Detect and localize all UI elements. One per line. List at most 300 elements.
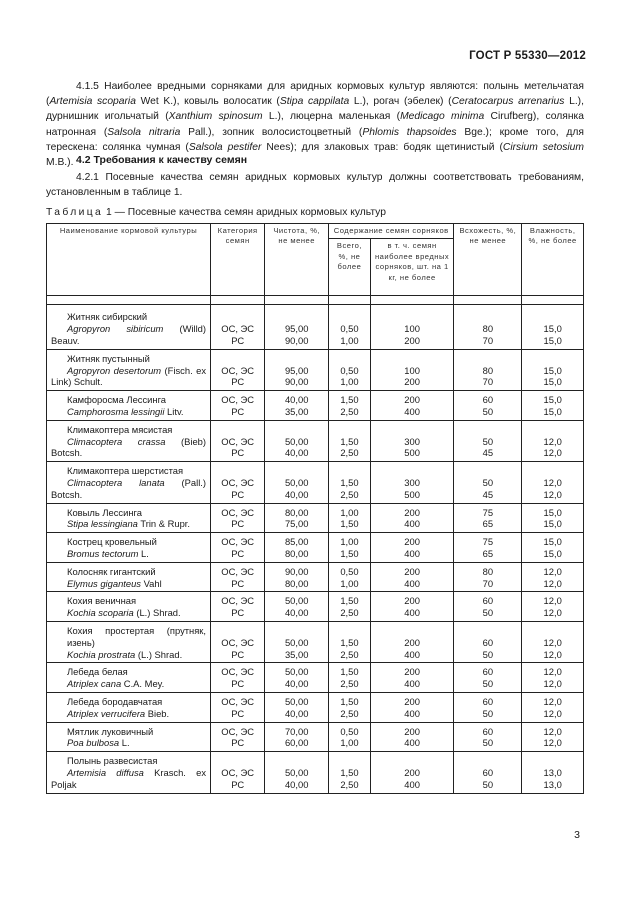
category-cell (211, 349, 265, 390)
moisture-value: 12,0 (543, 488, 562, 500)
germination-value: 60 (482, 595, 494, 607)
crop-latin-line (51, 406, 206, 418)
crop-name-cell (47, 305, 211, 349)
germination-cell (454, 722, 522, 752)
weeds-total-cell (329, 752, 371, 793)
purity-cell (265, 592, 329, 622)
category-value: РС (231, 405, 245, 417)
germination-value: 60 (482, 725, 494, 737)
page-number: 3 (574, 829, 580, 841)
crop-author: (L.) Shrad. (135, 648, 183, 660)
weeds-harmful-value: 200 (404, 766, 420, 778)
category-value: ОС, ЭС (221, 565, 255, 577)
category-cell (211, 420, 265, 461)
category-value: ОС, ЭС (221, 506, 255, 518)
category-value: ОС, ЭС (221, 666, 255, 678)
moisture-value: 15,0 (543, 547, 562, 559)
germination-cell (454, 420, 522, 461)
weeds-harmful-value: 400 (404, 518, 420, 530)
weeds-total-cell (329, 533, 371, 563)
weeds-harmful-value: 400 (404, 405, 420, 417)
moisture-cell (522, 391, 584, 421)
weeds-harmful-cell (370, 349, 454, 390)
weeds-total-cell (329, 621, 371, 662)
crop-russian-name: Житняк пустынный (67, 352, 150, 364)
weeds-total-value: 1,50 (340, 394, 359, 406)
header-purity: Чистота, %, не менее (265, 224, 329, 296)
crop-russian-name: Лебеда белая (67, 666, 128, 678)
moisture-cell (522, 663, 584, 693)
crop-russian-name: Климакоптера мясистая (67, 423, 173, 435)
crop-russian-name: Кохия веничная (67, 595, 137, 607)
moisture-value: 15,0 (543, 376, 562, 388)
moisture-value: 12,0 (543, 707, 562, 719)
category-cell (211, 752, 265, 793)
crop-russian-name: Колосняк гигантский (67, 565, 156, 577)
weeds-harmful-value: 200 (404, 666, 420, 678)
crop-latin-line (51, 678, 206, 690)
moisture-value: 12,0 (543, 636, 562, 648)
purity-value: 50,00 (284, 636, 309, 648)
weeds-total-value: 1,50 (340, 666, 359, 678)
crop-latin-line (51, 323, 206, 347)
weeds-total-value: 2,50 (340, 707, 359, 719)
weeds-total-value: 2,50 (340, 778, 359, 790)
germination-cell (454, 752, 522, 793)
table-row (47, 391, 584, 421)
weeds-total-value: 1,50 (340, 435, 359, 447)
germination-value: 60 (482, 394, 494, 406)
germination-cell (454, 533, 522, 563)
latin-name: Phlomis thapsoides (362, 126, 457, 138)
table-row (47, 462, 584, 503)
moisture-cell (522, 503, 584, 533)
table-row (47, 592, 584, 622)
seed-quality-table (46, 223, 584, 794)
crop-latin-name: Atriplex cana (67, 678, 122, 690)
weeds-total-value: 2,50 (340, 648, 359, 660)
germination-value: 50 (482, 435, 494, 447)
moisture-cell (522, 533, 584, 563)
table-row (47, 503, 584, 533)
germination-value: 50 (482, 778, 494, 790)
crop-author: Trin & Rupr. (137, 518, 190, 530)
weeds-total-value: 1,50 (340, 547, 359, 559)
germination-value: 50 (482, 405, 494, 417)
crop-author: Bieb. (145, 707, 170, 719)
weeds-total-value: 1,50 (340, 695, 359, 707)
crop-name-cell (47, 503, 211, 533)
crop-name-cell (47, 391, 211, 421)
germination-value: 50 (482, 648, 494, 660)
purity-cell (265, 722, 329, 752)
weeds-total-value: 1,50 (340, 518, 359, 530)
purity-value: 40,00 (284, 394, 309, 406)
category-value: ОС, ЭС (221, 695, 255, 707)
germination-value: 70 (482, 577, 494, 589)
header-name: Наименование кормовой культуры (47, 224, 211, 296)
crop-author: Krasch. ex Poljak (51, 766, 207, 790)
crop-latin-line (51, 548, 206, 560)
purity-value: 60,00 (284, 737, 309, 749)
purity-value: 50,00 (284, 695, 309, 707)
purity-cell (265, 503, 329, 533)
weeds-harmful-value: 400 (404, 547, 420, 559)
standard-number: ГОСТ Р 55330—2012 (469, 50, 586, 62)
purity-cell (265, 562, 329, 592)
crop-russian-name: Камфоросма Лессинга (67, 394, 167, 406)
purity-value: 80,00 (284, 547, 309, 559)
crop-latin-line (51, 649, 206, 661)
crop-russian-name: Лебеда бородавчатая (67, 695, 163, 707)
category-value: ОС, ЭС (221, 435, 255, 447)
paragraph-text: Bge.); кроме того, для терескена: солянка чумная ( (46, 126, 585, 153)
section-title: 4.2 Требования к качеству семян (76, 154, 248, 166)
weeds-harmful-cell (370, 462, 454, 503)
category-value: ОС, ЭС (221, 595, 255, 607)
germination-value: 45 (482, 488, 494, 500)
weeds-harmful-cell (370, 621, 454, 662)
moisture-value: 12,0 (543, 666, 562, 678)
header-weeds-harmful: в т. ч. семян наиболее вредных сорняков, шт. на 1 кг, не более (370, 239, 454, 296)
crop-russian-name: Полынь развесистая (67, 755, 158, 767)
crop-latin-line (51, 436, 206, 460)
header-germination: Всхожесть, %, не менее (454, 224, 522, 296)
moisture-value: 15,0 (543, 536, 562, 548)
germination-value: 50 (482, 607, 494, 619)
germination-value: 50 (482, 476, 494, 488)
latin-name: Salsola pestifer (188, 141, 262, 153)
purity-value: 50,00 (284, 435, 309, 447)
germination-value: 70 (482, 376, 494, 388)
purity-cell (265, 692, 329, 722)
purity-value: 40,00 (284, 447, 309, 459)
moisture-cell (522, 722, 584, 752)
purity-value: 90,00 (284, 335, 309, 346)
category-cell (211, 621, 265, 662)
category-value: РС (231, 707, 245, 719)
moisture-value: 12,0 (543, 595, 562, 607)
category-cell (211, 722, 265, 752)
moisture-value: 12,0 (543, 577, 562, 589)
purity-value: 40,00 (284, 678, 309, 690)
paragraph-text: L.), люцерна маленькая ( (262, 111, 401, 123)
weeds-harmful-cell (370, 722, 454, 752)
germination-value: 80 (482, 565, 494, 577)
table-row (47, 533, 584, 563)
weeds-harmful-value: 200 (404, 536, 420, 548)
moisture-value: 12,0 (543, 695, 562, 707)
crop-russian-name: Климакоптера шерстистая (67, 465, 184, 477)
category-value: ОС, ЭС (221, 394, 255, 406)
crop-russian-name: Житняк сибирский (67, 311, 148, 323)
purity-value: 95,00 (284, 364, 309, 376)
table-row (47, 562, 584, 592)
latin-name: Xanthium spinosum (168, 111, 263, 123)
weeds-total-cell (329, 305, 371, 349)
germination-cell (454, 592, 522, 622)
moisture-cell (522, 305, 584, 349)
category-cell (211, 503, 265, 533)
crop-latin-line (51, 518, 206, 530)
table-row (47, 752, 584, 793)
weeds-total-cell (329, 692, 371, 722)
weeds-harmful-cell (370, 503, 454, 533)
moisture-cell (522, 752, 584, 793)
crop-name-cell (47, 562, 211, 592)
crop-author: (Fisch. ex Link) Schult. (51, 364, 207, 388)
moisture-value: 12,0 (543, 476, 562, 488)
table-row (47, 420, 584, 461)
purity-value: 40,00 (284, 778, 309, 790)
category-cell (211, 533, 265, 563)
germination-cell (454, 663, 522, 693)
crop-latin-name: Bromus tectorum (67, 547, 139, 559)
germination-value: 65 (482, 547, 494, 559)
crop-latin-line (51, 708, 206, 720)
weeds-harmful-value: 200 (404, 725, 420, 737)
purity-value: 40,00 (284, 607, 309, 619)
weeds-total-cell (329, 462, 371, 503)
weeds-total-cell (329, 562, 371, 592)
moisture-cell (522, 562, 584, 592)
germination-value: 60 (482, 695, 494, 707)
table-caption-text: 1 — Посевные качества семян аридных кормовых культур (103, 207, 386, 218)
purity-value: 90,00 (284, 376, 309, 388)
category-value: РС (231, 376, 245, 388)
weeds-harmful-value: 400 (404, 577, 420, 589)
weeds-harmful-value: 200 (404, 506, 420, 518)
crop-author: (Bieb) Botcsh. (51, 435, 207, 459)
crop-latin-name: Camphorosma lessingii (67, 405, 165, 417)
purity-cell (265, 420, 329, 461)
category-cell (211, 462, 265, 503)
weeds-harmful-cell (370, 663, 454, 693)
weeds-harmful-cell (370, 692, 454, 722)
category-cell (211, 692, 265, 722)
weeds-total-value: 1,00 (340, 376, 359, 388)
crop-latin-name: Kochia scoparia (67, 607, 134, 619)
moisture-value: 15,0 (543, 335, 562, 346)
category-value: ОС, ЭС (221, 364, 255, 376)
crop-russian-name: Мятлик луковичный (67, 725, 154, 737)
purity-value: 80,00 (284, 506, 309, 518)
germination-value: 50 (482, 737, 494, 749)
crop-latin-name: Artemisia diffusa (67, 766, 144, 778)
latin-name: Cirsium setosium (502, 141, 584, 153)
crop-latin-line (51, 607, 206, 619)
crop-latin-name: Elymus giganteus (67, 577, 141, 589)
weeds-total-value: 0,50 (340, 364, 359, 376)
moisture-value: 13,0 (543, 778, 562, 790)
weeds-harmful-value: 500 (404, 488, 420, 500)
table-body (47, 296, 584, 793)
weeds-total-cell (329, 722, 371, 752)
crop-author: (Willd) Beauv. (51, 323, 207, 346)
weeds-total-value: 0,50 (340, 323, 359, 335)
purity-value: 80,00 (284, 577, 309, 589)
crop-latin-name: Kochia prostrata (67, 648, 136, 660)
category-value: РС (231, 547, 245, 559)
category-value: РС (231, 607, 245, 619)
crop-name-cell (47, 621, 211, 662)
weeds-total-cell (329, 503, 371, 533)
crop-russian-name: Ковыль Лессинга (67, 506, 142, 518)
weeds-harmful-value: 200 (404, 376, 420, 388)
purity-cell (265, 663, 329, 693)
category-cell (211, 663, 265, 693)
crop-russian-name: Кострец кровельный (67, 536, 157, 548)
crop-latin-name: Climacoptera lanata (67, 476, 165, 488)
crop-latin-name: Stipa lessingiana (67, 518, 138, 530)
weeds-harmful-cell (370, 752, 454, 793)
purity-value: 50,00 (284, 666, 309, 678)
weeds-total-value: 2,50 (340, 405, 359, 417)
weeds-harmful-cell (370, 533, 454, 563)
crop-name-cell (47, 462, 211, 503)
germination-cell (454, 462, 522, 503)
table-row (47, 621, 584, 662)
weeds-harmful-value: 200 (404, 595, 420, 607)
moisture-value: 15,0 (543, 394, 562, 406)
category-value: РС (231, 737, 245, 749)
table-header-row (47, 224, 584, 239)
category-value: ОС, ЭС (221, 476, 255, 488)
crop-latin-line (51, 737, 206, 749)
germination-cell (454, 349, 522, 390)
table-row (47, 305, 584, 349)
weeds-harmful-value: 200 (404, 695, 420, 707)
crop-latin-name: Climacoptera crassa (67, 435, 166, 447)
category-value: РС (231, 447, 245, 459)
germination-value: 60 (482, 766, 494, 778)
latin-name: Artemisia scoparia (49, 96, 136, 108)
paragraph-text: M.B.). (46, 157, 74, 169)
category-value: РС (231, 518, 245, 530)
weeds-harmful-cell (370, 592, 454, 622)
germination-value: 75 (482, 506, 494, 518)
category-value: РС (231, 648, 245, 660)
purity-cell (265, 305, 329, 349)
paragraph-text: 4.1.5 Наиболее вредными сорняками для аридных кормовых культур являются: полынь метельчатая ( (46, 81, 584, 108)
weeds-harmful-value: 400 (404, 607, 420, 619)
weeds-harmful-value: 400 (404, 707, 420, 719)
weeds-total-value: 1,00 (340, 536, 359, 548)
crop-latin-name: Poa bulbosa (67, 737, 120, 749)
crop-author: L. (138, 547, 149, 559)
moisture-value: 15,0 (543, 405, 562, 417)
table-row (47, 349, 584, 390)
weeds-total-value: 1,50 (340, 595, 359, 607)
crop-name-cell (47, 663, 211, 693)
germination-cell (454, 692, 522, 722)
germination-value: 60 (482, 666, 494, 678)
crop-latin-line (51, 578, 206, 590)
category-value: ОС, ЭС (221, 536, 255, 548)
crop-name-cell (47, 752, 211, 793)
moisture-value: 15,0 (543, 323, 562, 335)
germination-cell (454, 503, 522, 533)
weeds-harmful-cell (370, 420, 454, 461)
weeds-harmful-value: 500 (404, 447, 420, 459)
moisture-value: 15,0 (543, 364, 562, 376)
crop-author: C.A. Mey. (121, 678, 165, 690)
crop-latin-name: Agropyron sibiricum (67, 323, 164, 335)
table-caption (46, 207, 386, 218)
moisture-value: 12,0 (543, 678, 562, 690)
purity-cell (265, 533, 329, 563)
purity-value: 75,00 (284, 518, 309, 530)
weeds-harmful-cell (370, 391, 454, 421)
crop-author: Vahl (141, 577, 162, 589)
crop-author: (Pall.) Botcsh. (51, 476, 207, 500)
latin-name: Ceratocarpus arrenarius (451, 96, 565, 108)
moisture-cell (522, 692, 584, 722)
germination-cell (454, 562, 522, 592)
purity-cell (265, 621, 329, 662)
paragraph-text: L.), дурнишник игольчатый ( (46, 96, 584, 123)
weeds-harmful-value: 400 (404, 737, 420, 749)
crop-latin-line (51, 365, 206, 389)
weeds-harmful-value: 100 (404, 323, 420, 335)
weeds-harmful-value: 300 (404, 435, 420, 447)
crop-name-cell (47, 592, 211, 622)
paragraph-text: Cirufberg), солянка натронная ( (46, 111, 584, 138)
germination-value: 65 (482, 518, 494, 530)
weeds-harmful-value: 200 (404, 565, 420, 577)
weeds-total-value: 2,50 (340, 447, 359, 459)
table-row (47, 663, 584, 693)
purity-value: 70,00 (284, 725, 309, 737)
weeds-total-value: 1,00 (340, 335, 359, 346)
moisture-cell (522, 420, 584, 461)
crop-latin-line (51, 477, 206, 501)
moisture-cell (522, 349, 584, 390)
purity-value: 95,00 (284, 323, 309, 335)
crop-name-cell (47, 349, 211, 390)
moisture-value: 12,0 (543, 607, 562, 619)
weeds-harmful-value: 200 (404, 335, 420, 346)
weeds-harmful-value: 200 (404, 636, 420, 648)
moisture-value: 12,0 (543, 725, 562, 737)
crop-name-cell (47, 692, 211, 722)
category-value: ОС, ЭС (221, 725, 255, 737)
germination-value: 45 (482, 447, 494, 459)
purity-value: 40,00 (284, 707, 309, 719)
category-value: ОС, ЭС (221, 636, 255, 648)
crop-author: Litv. (164, 405, 184, 417)
weeds-harmful-value: 100 (404, 364, 420, 376)
table-row (47, 692, 584, 722)
weeds-total-value: 2,50 (340, 678, 359, 690)
germination-value: 80 (482, 323, 494, 335)
purity-value: 90,00 (284, 565, 309, 577)
germination-value: 70 (482, 335, 494, 346)
purity-value: 50,00 (284, 595, 309, 607)
latin-name: Salsola nitraria (107, 126, 181, 138)
purity-value: 40,00 (284, 488, 309, 500)
crop-author: L. (119, 737, 130, 749)
weeds-total-value: 2,50 (340, 607, 359, 619)
weeds-harmful-value: 300 (404, 476, 420, 488)
weeds-harmful-cell (370, 305, 454, 349)
header-weeds: Содержание семян сорняков (329, 224, 454, 239)
header-weeds-total: Всего, %, не более (329, 239, 371, 296)
germination-value: 60 (482, 636, 494, 648)
crop-latin-line (51, 767, 206, 791)
weeds-total-cell (329, 663, 371, 693)
paragraph-4-2-1-text: 4.2.1 Посевные качества семян аридных кормовых культур должны соответствовать требованиям, установленным в таблице 1. (46, 172, 584, 199)
